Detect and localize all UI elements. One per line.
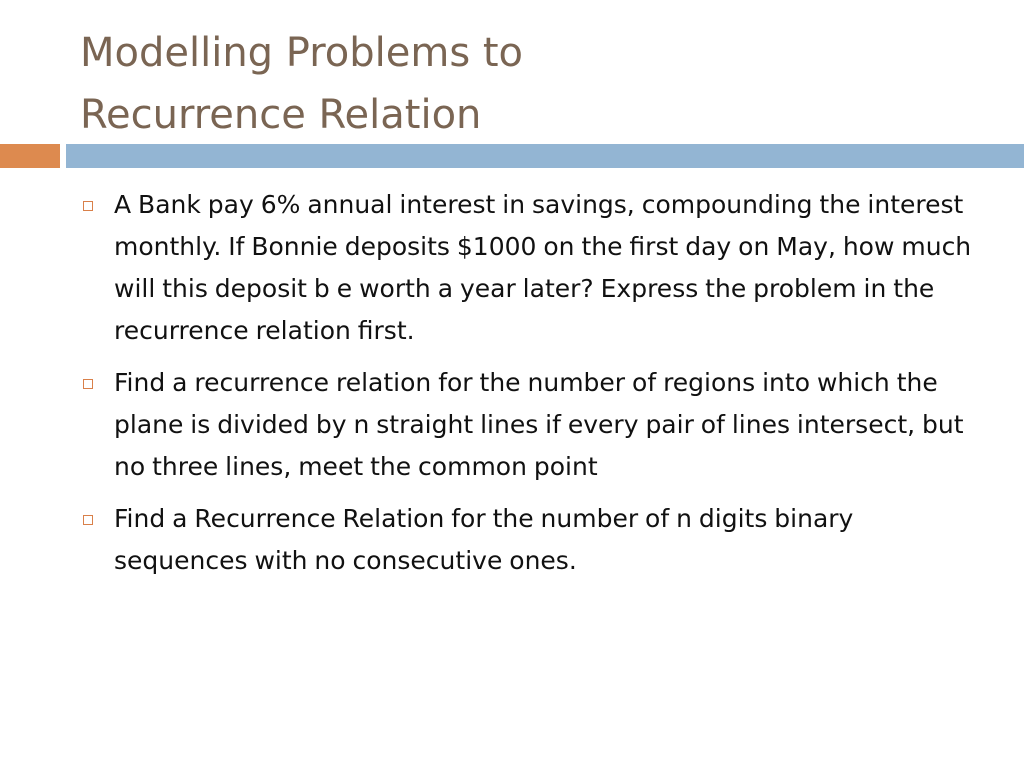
slide-title: [80, 22, 980, 146]
slide-title-line-1: Modelling Problems to: [80, 30, 524, 76]
bullet-list: [80, 184, 980, 592]
hollow-square-bullet-icon: [83, 515, 93, 525]
bullet-item-2: [80, 362, 980, 488]
bullet-text-1: A Bank pay 6% annual interest in savings, compounding the interest monthly. If Bonnie deposits $1000 on the first day on May, how much will this deposit b e worth a year later? Express the problem in the recurrence relation first.: [114, 190, 972, 345]
bullet-text-3: Find a Recurrence Relation for the number of n digits binary sequences with no consecutive ones.: [114, 504, 854, 575]
hollow-square-bullet-icon: [83, 379, 93, 389]
bullet-item-3: [80, 498, 980, 582]
title-accent-bar: [0, 144, 60, 168]
title-divider-bar: [66, 144, 1024, 168]
hollow-square-bullet-icon: [83, 201, 93, 211]
slide-title-line-2: Recurrence Relation: [80, 92, 482, 138]
bullet-text-2: Find a recurrence relation for the number of regions into which the plane is divided by n straight lines if every pair of lines intersect, but no three lines, meet the common point: [114, 368, 964, 481]
bullet-item-1: [80, 184, 980, 352]
